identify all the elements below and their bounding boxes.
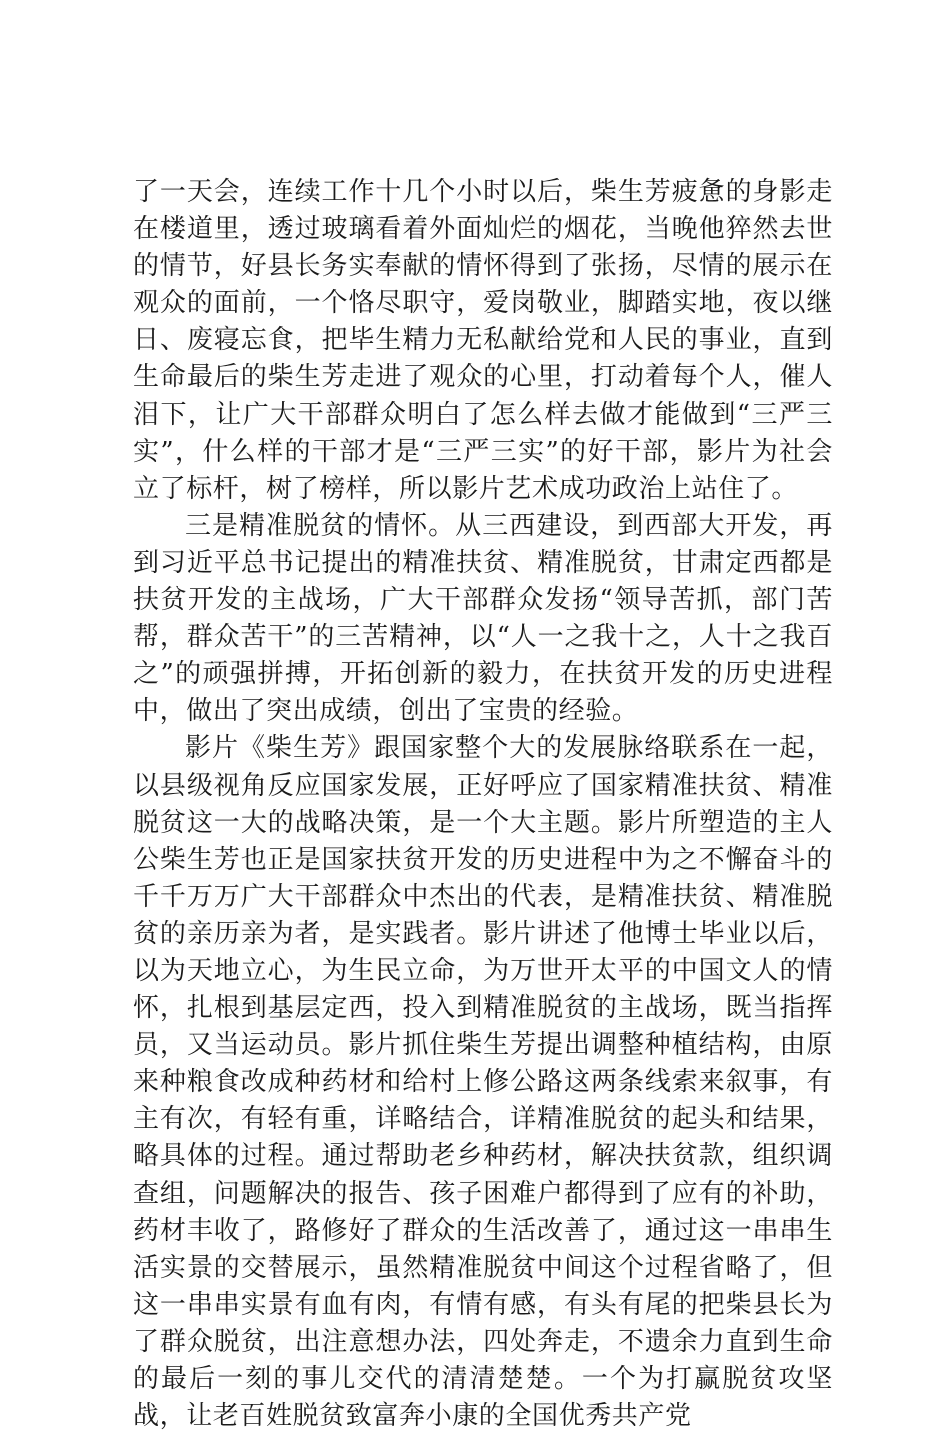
paragraph-continuation: 了一天会，连续工作十几个小时以后，柴生芳疲惫的身影走在楼道里，透过玻璃看着外面灿烂的烟花，当晚他猝然去世的情节，好县长务实奉献的情怀得到了张扬，尽情的展示在观众的面前，一个恪尽职守，爱岗敬业，脚踏实地，夜以继日、废寝忘食，把毕生精力无私献给党和人民的事业，直到生命最后的柴生芳走进了观众的心里，打动着每个人，催人泪下，让广大干部群众明白了怎么样去做才能做到“三严三实”，什么样的干部才是“三严三实”的好干部，影片为社会立了标杆，树了榜样，所以影片艺术成功政治上站住了。 [133,177,833,504]
document-body [133,174,833,1435]
paragraph-film-theme: 影片《柴生芳》跟国家整个大的发展脉络联系在一起，以县级视角反应国家发展，正好呼应了国家精准扶贫、精准脱贫这一大的战略决策，是一个大主题。影片所塑造的主人公柴生芳也正是国家扶贫开发的历史进程中为之不懈奋斗的千千万万广大干部群众中杰出的代表，是精准扶贫、精准脱贫的亲历亲为者，是实践者。影片讲述了他博士毕业以后，以为天地立心，为生民立命，为万世开太平的中国文人的情怀，扎根到基层定西，投入到精准脱贫的主战场，既当指挥员，又当运动员。影片抓住柴生芳提出调整种植结构，由原来种粮食改成种药材和给村上修公路这两条线索来叙事，有主有次，有轻有重，详略结合，详精准脱贫的起头和结果，略具体的过程。通过帮助老乡种药材，解决扶贫款，组织调查组，问题解决的报告、孩子困难户都得到了应有的补助，药材丰收了，路修好了群众的生活改善了，通过这一串串生活实景的交替展示，虽然精准脱贫中间这个过程省略了，但这一串串实景有血有肉，有情有感，有头有尾的把柴县长为了群众脱贫，出注意想办法，四处奔走，不遗余力直到生命的最后一刻的事儿交代的清清楚楚。一个为打赢脱贫攻坚战，让老百姓脱贫致富奔小康的全国优秀共产党 [133,733,833,1432]
paragraph-poverty-alleviation: 三是精准脱贫的情怀。从三西建设，到西部大开发，再到习近平总书记提出的精准扶贫、精准脱贫，甘肃定西都是扶贫开发的主战场，广大干部群众发扬“领导苦抓，部门苦帮，群众苦干”的三苦精神，以“人一之我十之，人十之我百之”的顽强拼搏，开拓创新的毅力，在扶贫开发的历史进程中，做出了突出成绩，创出了宝贵的经验。 [133,510,833,727]
